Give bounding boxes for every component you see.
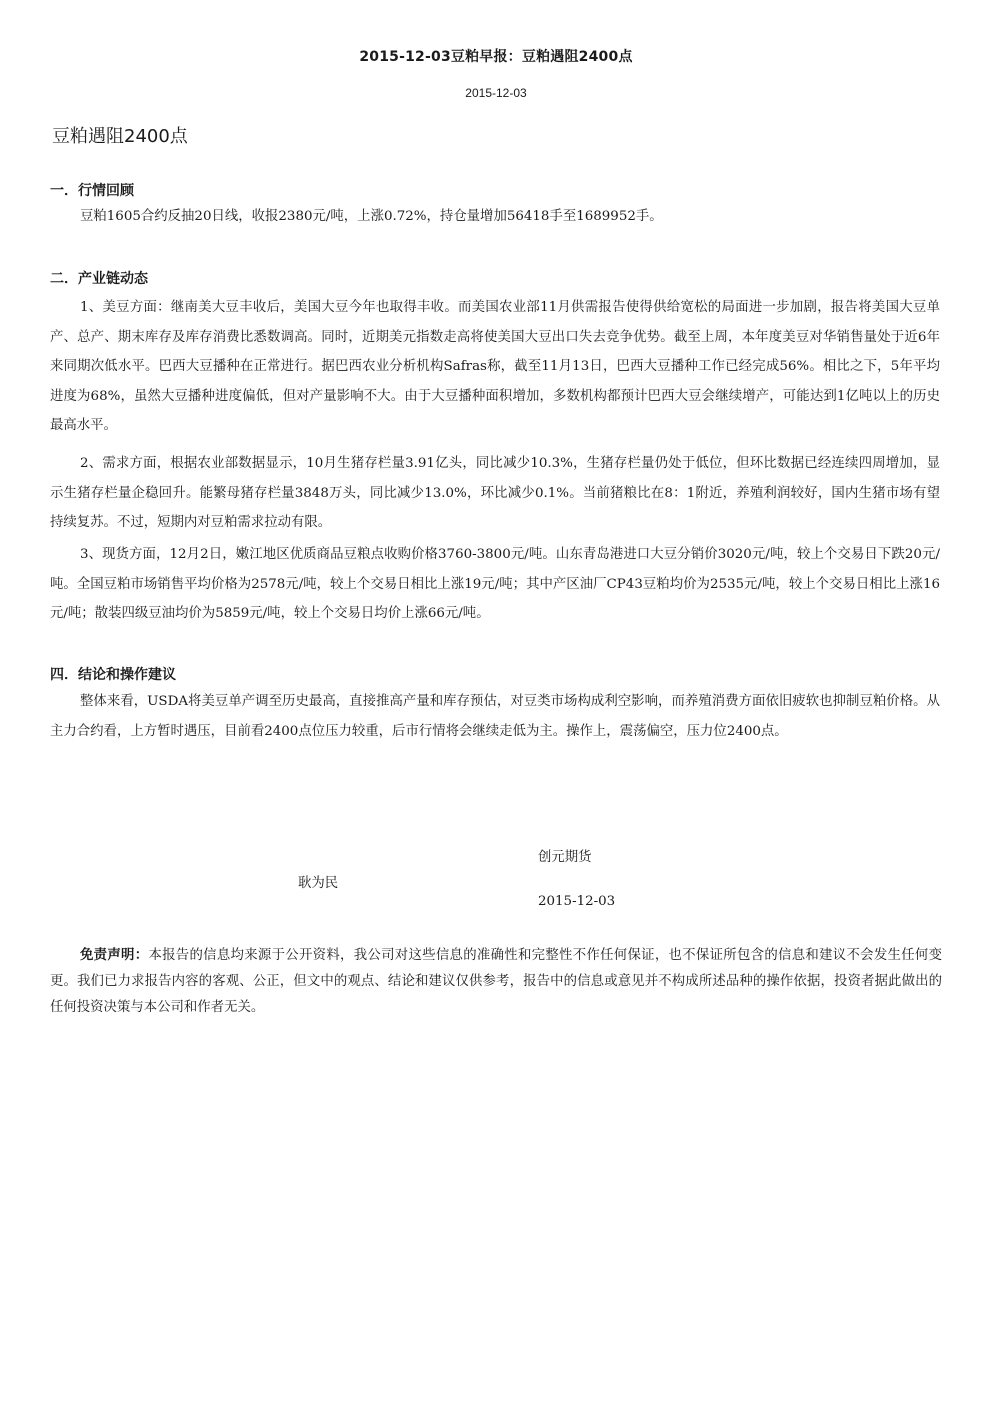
signature-company: 创元期货 xyxy=(538,850,592,865)
signature-date: 2015-12-03 xyxy=(538,894,616,909)
disclaimer xyxy=(50,943,942,1021)
disclaimer-text: 本报告的信息均来源于公开资料，我公司对这些信息的准确性和完整性不作任何保证，也不保证所包含的信息和建议不会发生任何变更。我们已力求报告内容的客观、公正，但文中的观点、结论和建议仅供参考，报告中的信息或意见并不构成所述品种的操作依据，投资者据此做出的任何投资决策与本公司和作者无关。 xyxy=(50,948,942,1015)
signature-author: 耿为民 xyxy=(298,876,339,891)
document-title: 2015-12-03豆粕早报：豆粕遇阻2400点 xyxy=(359,49,633,65)
document-date: 2015-12-03 xyxy=(465,86,527,100)
disclaimer-label: 免责声明： xyxy=(80,948,149,963)
industry-paragraph-soybean: 1、美豆方面：继南美大豆丰收后，美国大豆今年也取得丰收。而美国农业部11月供需报告使得供给宽松的局面进一步加剧，报告将美国大豆单产、总产、期末库存及库存消费比悉数调高。同时，近期美元指数走高将使美国大豆出口失去竞争优势。截至上周，本年度美豆对华销售量处于近6年来同期次低水平。巴西大豆播种在正常进行。据巴西农业分析机构Safras称，截至11月13日，巴西大豆播种工作已经完成56%。相比之下，5年平均进度为68%，虽然大豆播种进度偏低，但对产量影响不大。由于大豆播种面积增加，多数机构都预计巴西大豆会继续增产，可能达到1亿吨以上的历史最高水平。 xyxy=(50,300,940,433)
industry-paragraph-demand: 2、需求方面，根据农业部数据显示，10月生猪存栏量3.91亿头，同比减少10.3%，生猪存栏量仍处于低位，但环比数据已经连续四周增加，显示生猪存栏量企稳回升。能繁母猪存栏量3848万头，同比减少13.0%，环比减少0.1%。当前猪粮比在8：1附近，养殖利润较好，国内生猪市场有望持续复苏。不过，短期内对豆粕需求拉动有限。 xyxy=(50,456,940,530)
conclusion-paragraph: 整体来看，USDA将美豆单产调至历史最高，直接推高产量和库存预估，对豆类市场构成利空影响，而养殖消费方面依旧疲软也抑制豆粕价格。从主力合约看，上方暂时遇压，目前看2400点位压力较重，后市行情将会继续走低为主。操作上，震荡偏空，压力位2400点。 xyxy=(50,694,940,739)
review-paragraph: 豆粕1605合约反抽20日线，收报2380元/吨，上涨0.72%，持仓量增加56418手至1689952手。 xyxy=(80,209,663,224)
headline: 豆粕遇阻2400点 xyxy=(52,126,188,147)
section-heading-industry: 二．产业链动态 xyxy=(50,271,148,287)
section-heading-conclusion: 四．结论和操作建议 xyxy=(50,667,176,683)
section-heading-review: 一．行情回顾 xyxy=(50,183,134,199)
industry-paragraph-spot: 3、现货方面，12月2日，嫩江地区优质商品豆粮点收购价格3760-3800元/吨。山东青岛港进口大豆分销价3020元/吨，较上个交易日下跌20元/吨。全国豆粕市场销售平均价格为2578元/吨，较上个交易日相比上涨19元/吨；其中产区油厂CP43豆粕均价为2535元/吨，较上个交易日相比上涨16元/吨；散装四级豆油均价为5859元/吨，较上个交易日均价上涨66元/吨。 xyxy=(50,547,940,621)
